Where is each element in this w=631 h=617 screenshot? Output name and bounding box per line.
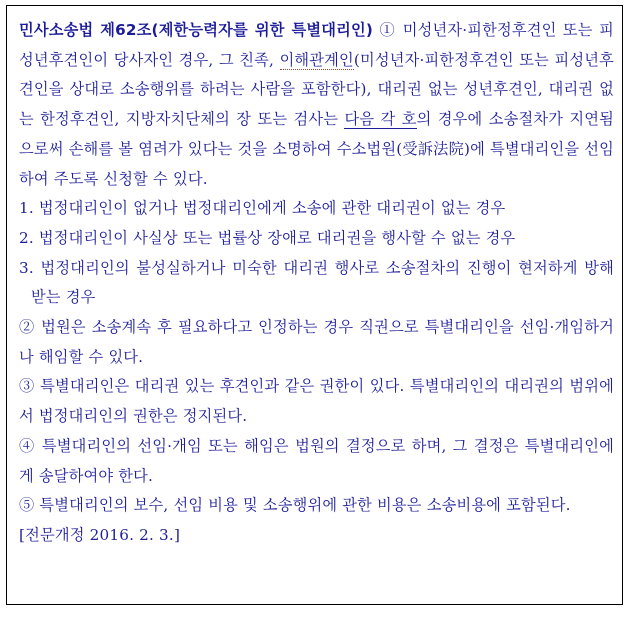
article-title: 민사소송법 제62조(제한능력자를 위한 특별대리인) bbox=[19, 21, 373, 39]
paragraph-1-lead: ① 미성년자·피한정후견인 또는 피성년후견인이 당사자인 경우, 그 친족, bbox=[19, 21, 614, 69]
list-item: 3. 법정대리인의 불성실하거나 미숙한 대리권 행사로 소송절차의 진행이 현저하게 방해받는 경우 bbox=[19, 258, 614, 307]
list-item: 1. 법정대리인이 없거나 법정대리인에게 소송에 관한 대리권이 없는 경우 bbox=[19, 199, 506, 218]
paragraph-1-underlined-term: 다음 각 호 bbox=[344, 110, 417, 129]
revision-note: [전문개정 2016. 2. 3.] bbox=[19, 525, 181, 544]
paragraph-3: ③ 특별대리인은 대리권 있는 후견인과 같은 권한이 있다. 특별대리인의 대리권의 범위에서 법정대리인의 권한은 정지된다. bbox=[19, 377, 614, 426]
paragraph-4: ④ 특별대리인의 선임·개임 또는 해임은 법원의 결정으로 하며, 그 결정은 특별대리인에게 송달하여야 한다. bbox=[19, 436, 614, 485]
list-item: 2. 법정대리인이 사실상 또는 법률상 장애로 대리권을 행사할 수 없는 경우 bbox=[19, 228, 516, 247]
statute-text-box bbox=[6, 5, 623, 605]
paragraph-1-tail: 의 경우에 소송절차가 지연됨으로써 손해를 볼 염려가 있다는 것을 소명하여 수소법원(受訴法院)에 특별대리인을 선임하여 주도록 신청할 수 있다. bbox=[19, 110, 614, 188]
paragraph-1 bbox=[19, 16, 614, 194]
paragraph-1-dotted-term: 이해관계인 bbox=[279, 50, 354, 69]
paragraph-5: ⑤ 특별대리인의 보수, 선임 비용 및 소송행위에 관한 비용은 소송비용에 포함된다. bbox=[19, 496, 571, 515]
paragraph-2: ② 법원은 소송계속 후 필요하다고 인정하는 경우 직권으로 특별대리인을 선임·개임하거나 해임할 수 있다. bbox=[19, 318, 614, 366]
paragraph-1-middle: (미성년자·피한정후견인 또는 피성년후견인을 상대로 소송행위를 하려는 사람을 포함한다), 대리권 없는 성년후견인, 대리권 없는 한정후견인, 지방자치단체의 장 또는 검사는 bbox=[19, 50, 614, 129]
